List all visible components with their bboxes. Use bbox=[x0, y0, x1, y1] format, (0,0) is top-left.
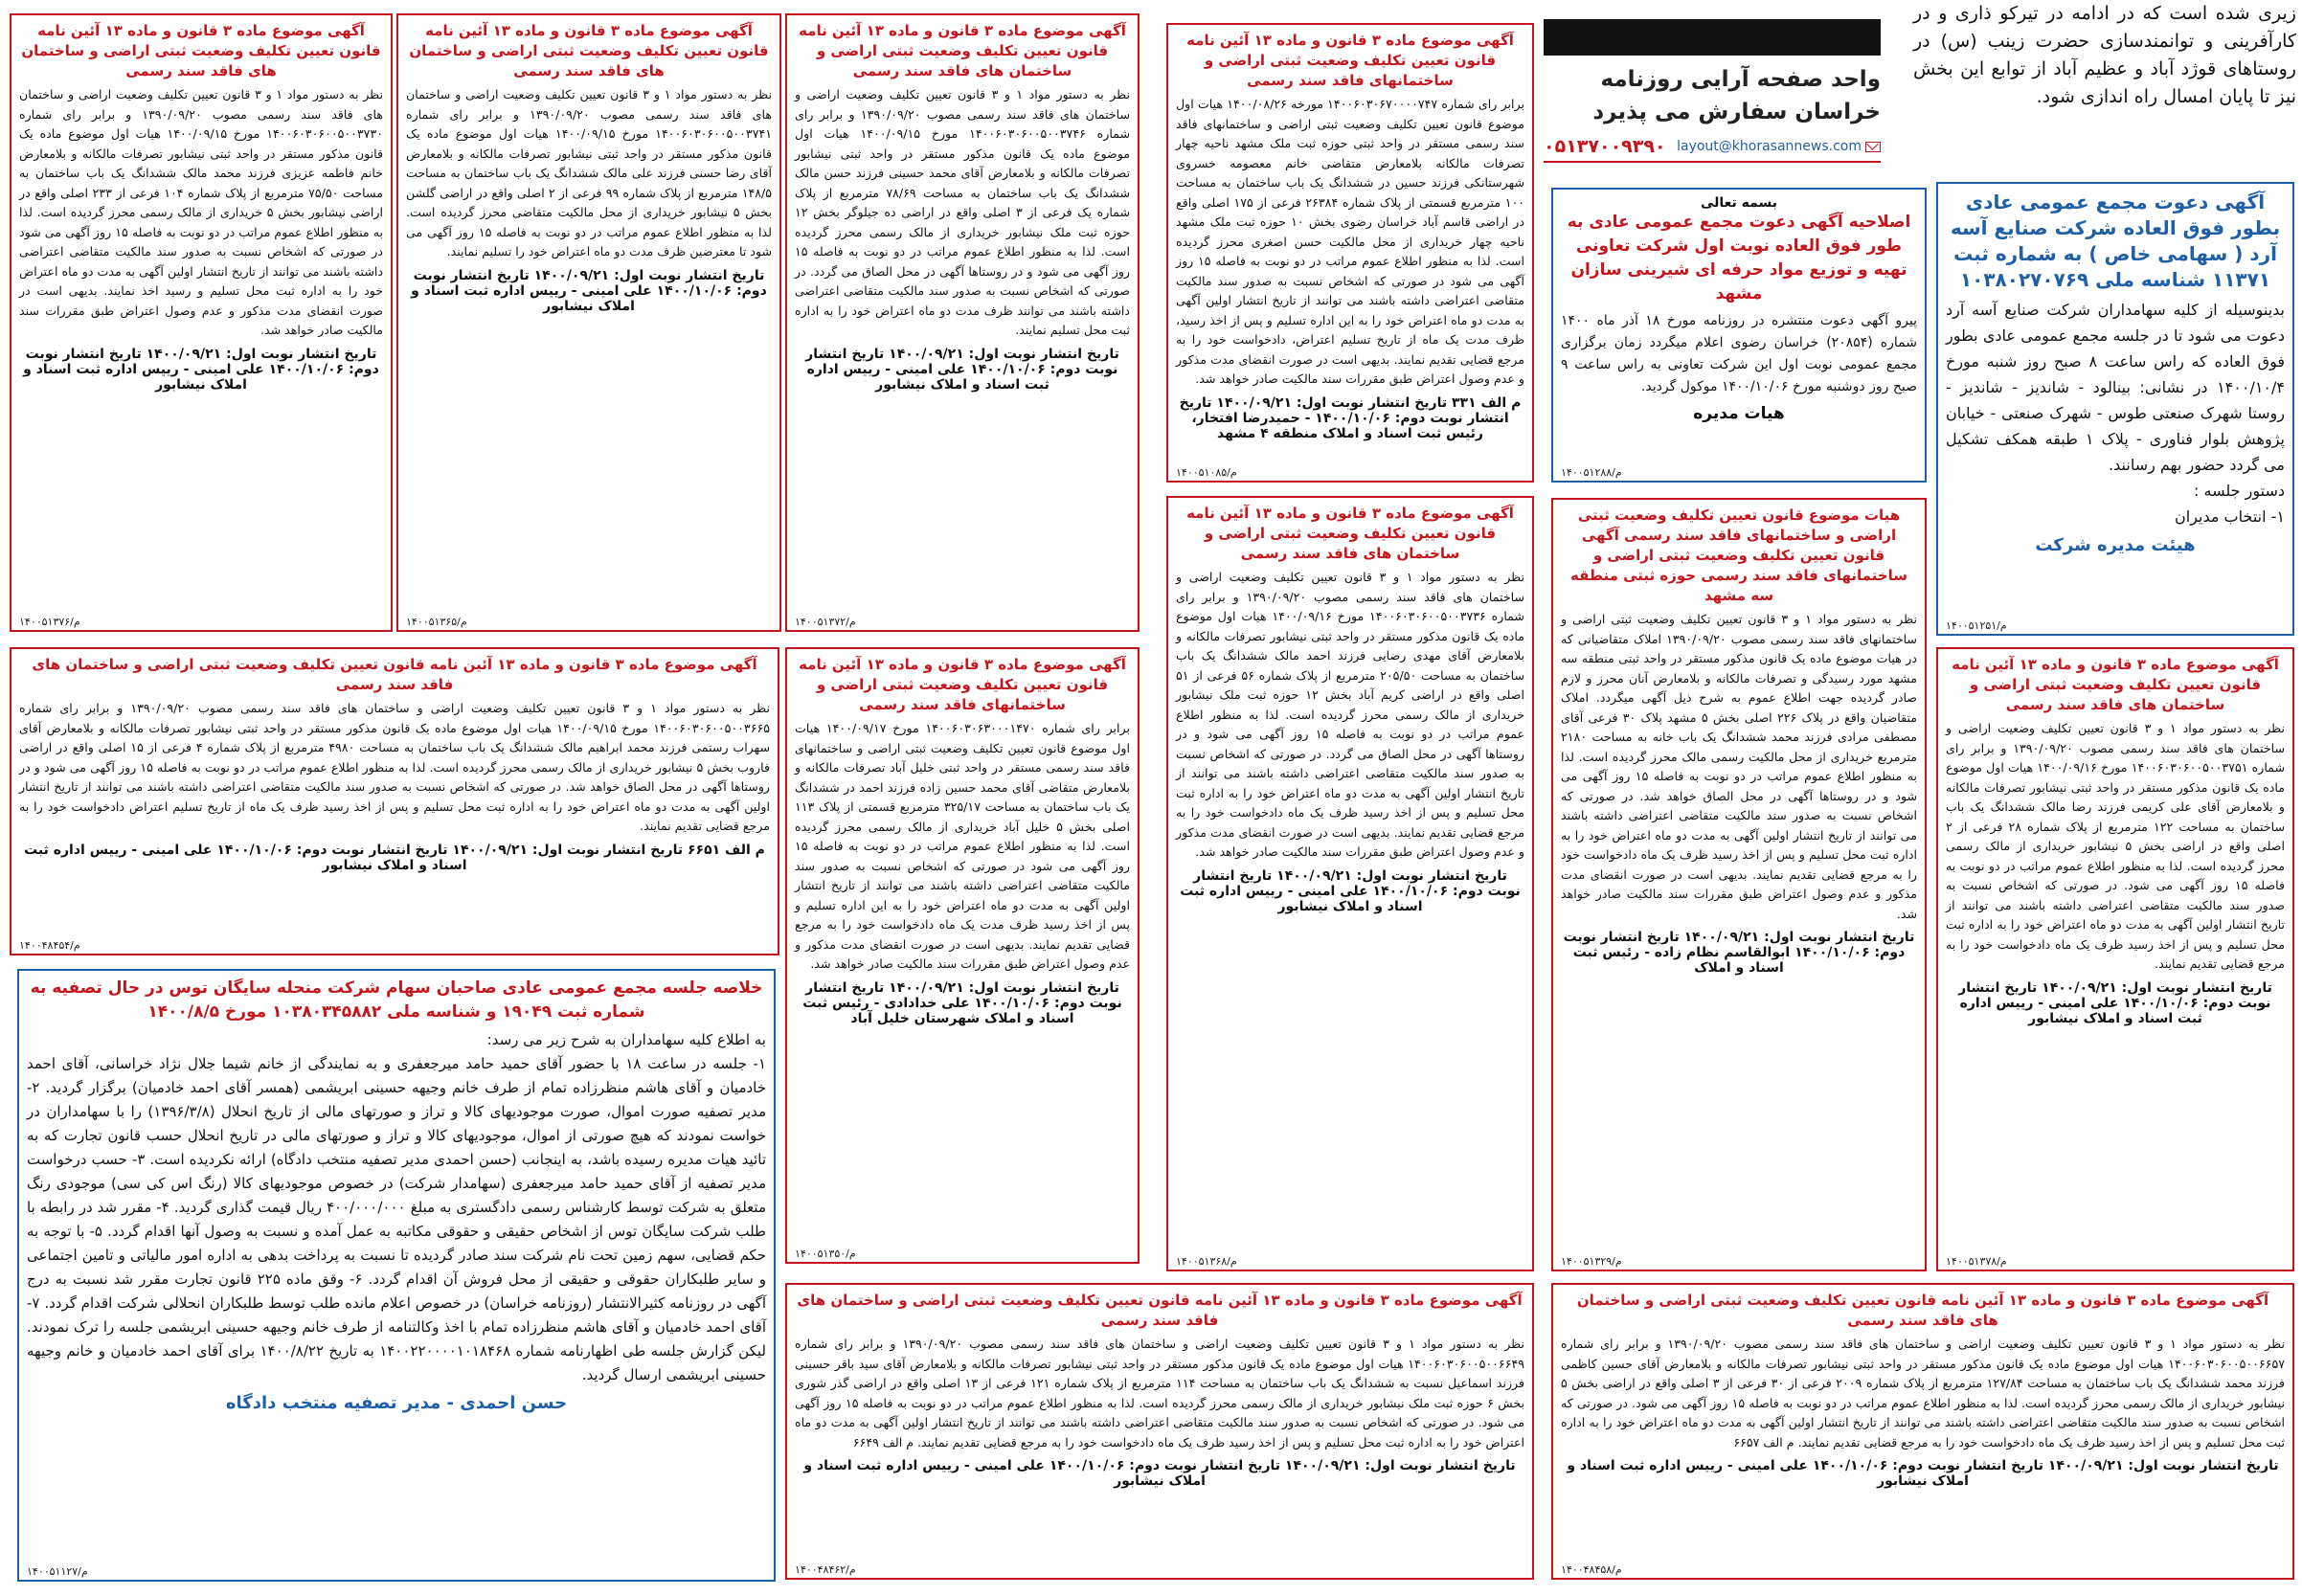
ad-signature: تاریخ انتشار نوبت اول: ۱۴۰۰/۰۹/۲۱ تاریخ انتشار نوبت دوم: ۱۴۰۰/۱۰/۰۶ علی امینی - رییس اداره ثبت اسناد و املاک نیشابور bbox=[1567, 1458, 2279, 1489]
ad-code: ۱۴۰۰۵۱۳۶۵/م bbox=[406, 616, 467, 628]
ad-code: ۱۴۰۰۵۱۳۲۹/م bbox=[1561, 1255, 1622, 1268]
ad-code: ۱۴۰۰۴۸۴۵۴/م bbox=[19, 939, 80, 952]
ad-body: نظر به دستور مواد ۱ و ۳ قانون تعیین تکلیف وضعیت اراضی و ساختمان های فاقد سند رسمی مصوب ۱۳۹۰/۰۹/۲۰ و برابر رای شماره ۱۴۰۰۶۰۳۰۶۰۰۵۰۰۳۷۳۰ مورخ ۱۴۰۰/۰۹/۱۵ هیات اول موضوع ماده یک قانون مذکور مستقر در واحد ثبتی نیشابور تصرفات مالکانه و بلامعارض خانم فاطمه عزیزی فرزند محمد مالک ششدانگ یک باب ساختمان به مساحت ۷۵/۵۰ مترمربع از پلاک شماره ۱۰۴ فرعی از ۲۳۳ اصلی واقع در اراضی نیشابور بخش ۵ خریداری از مالک رسمی محرز گردیده است. لذا به منظور اطلاع عموم مراتب در دو نوبت به فاصله ۱۵ روز آگهی می شود در صورتی که اشخاص نسبت به صدور سند مالکیت متقاضی اعتراضی داشته باشند می توانند از تاریخ انتشار اولین آگهی به مدت دو ماه اعتراض خود را به اداره ثبت محل تسلیم و رسید اخذ نمایند. بدیهی است در صورت انقضای مدت مذکور و عدم وصول اعتراض طبق مقررات سند مالکیت صادر خواهد شد. bbox=[19, 87, 383, 337]
ad-code: ۱۴۰۰۵۱۲۸۸/م bbox=[1561, 466, 1622, 479]
ad-body: به اطلاع کلیه سهامداران به شرح زیر می رسد: ۱- جلسه در ساعت ۱۸ با حضور آقای حمید حامد میرجعفری و به نمایندگی از خانم شیما جلال نژاد خراسانی، آقای احمد خادمیان و آقای هاشم منظرزاده تمام از طرف خانم وجیهه حسینی ابریشمی (همسر آقای احمد خادمیان) برگزار گردید. ۲- مدیر تصفیه صورت اموال، صورت موجودیهای کالا و تراز و صورتهای مالی از تاریخ انحلال (۱۳۹۶/۳/۸) را با سهامداران در خواست نمودند که هیچ صورتی از اموال، موجودیهای کالا و تراز و صورتهای مالی در تاریخ انحلال حسب قانون تجارت که به تائید هیات مدیره رسیده باشد، به اینجانب (حسن احمدی مدیر تصفیه منتخب دادگاه) ارائه نکردیده است. ۳- حسب درخواست مدیر تصفیه از آقای حمید حامد میرجعفری (سهامدار شرکت) در خصوص موجودیهای کالا (رنگ اس کی سی) موجودی رنگ متعلق به شرکت توسط کارشناس رسمی دادگستری به مبلغ ۴۰۰/۰۰۰/۰۰۰ ریال قیمت گذاری گردید. ۴- مقرر شد در رابطه با طلب شرکت سایگان توس از اشخاص حقیقی و حقوقی مکاتبه به عمل آمده و نسبت به وصول آنها اقدام گردد. ۵- با توجه به حکم قضایی، سهم زمین تحت نام شرکت سند صادر گردیده تا نسبت به پرداخت بدهی به اداره امور مالیاتی و تامین اجتماعی و سایر طلبکاران حقوقی و حقیقی از محل فروش آن اقدام گردد. ۶- وقق ماده ۲۲۵ قانون تجارت مقرر شد نسبت به درج آگهی در روزنامه کثیرالانتشار (روزنامه خراسان) در خصوص اعلام مانده طلب توسط طلبکاران انحلالی شرکت اقدام گردد. ۷- آقای احمد خادمیان و آقای هاشم منظرزاده تمام با اخذ وکالتنامه از طرف خانم وجیهه حسینی ابریشمی جلسه را ترک نمودند. لیکن گزارش جلسه طی اظهارنامه شماره ۱۴۰۰۲۲۰۰۰۰۱۰۱۸۴۶۸ به تاریخ ۱۴۰۰/۸/۲۲ برای آقای احمد خادمیان و خانم وجیهه حسینی ابریشمی ارسال گردید. bbox=[27, 1031, 766, 1383]
ad-code: ۱۴۰۰۵۱۳۷۲/م bbox=[795, 616, 856, 628]
ad-code: ۱۴۰۰۵۱۲۵۱/م bbox=[1946, 619, 2007, 632]
ad-title: هیات موضوع قانون تعیین تکلیف وضعیت ثبتی اراضی و ساختمانهای فاقد سند رسمی آگهی قانون تعیین تکلیف وضعیت ثبتی اراضی و ساختمانهای فاقد سند رسمی حوزه ثبتی منطقه سه مشهد bbox=[1569, 506, 1908, 604]
ad-signature: تاریخ انتشار نوبت اول: ۱۴۰۰/۰۹/۲۱ تاریخ انتشار نوبت دوم: ۱۴۰۰/۱۰/۰۶ علی امینی - رییس اداره ثبت اسناد و املاک نیشابور bbox=[411, 267, 767, 314]
ad-title: آگهی موضوع ماده ۳ قانون و ماده ۱۳ آئین نامه قانون تعیین تکلیف وضعیت ثبتی اراضی و ساختمان های فاقد سند رسمی bbox=[797, 1292, 1523, 1329]
ad-body: نظر به دستور مواد ۱ و ۳ قانون تعیین تکلیف وضعیت ثبتی اراضی و ساختمانهای فاقد سند رسمی مصوب ۱۳۹۰/۰۹/۲۰ املاک متقاضیانی که در هیات موضوع ماده یک قانون مذکور مستقر در واحد ثبتی منطقه سه مشهد مورد رسیدگی و تصرفات مالکانه و بلامعارض آنان محرز و لازم صادر گردیده جهت اطلاع عموم به شرح ذیل آگهی میگردد. املاک متقاضیان واقع در پلاک ۲۲۶ اصلی بخش ۵ مشهد پلاک ۳۰ فرعی آقای مصطفی مرادی فرزند محمد ششدانگ یک باب خانه به مساحت ۲۱۸۰ مترمربع خریداری از محل مالکیت رسمی مالک محرز گردیده است. لذا به منظور اطلاع عموم مراتب در دو نوبت به فاصله ۱۵ روز آگهی می شود و در روستاها آگهی در محل الصاق خواهد شد. در صورتی که اشخاص نسبت به صدور سند مالکیت متقاضی اعتراضی داشته باشند می توانند از تاریخ انتشار اولین آگهی به مدت دو ماه اعتراض خود را به اداره ثبت محل تسلیم و پس از اخذ رسید ظرف یک ماه دادخواست خود را به مرجع قضایی تقدیم نمایند. بدیهی است در صورت انقضای مدت مذکور و عدم وصول اعتراض طبق مقررات سند مالکیت صادر خواهد شد. bbox=[1561, 612, 1917, 921]
ad-signature: تاریخ انتشار نوبت اول: ۱۴۰۰/۰۹/۲۱ تاریخ انتشار نوبت دوم: ۱۴۰۰/۱۰/۰۶ علی امینی - رییس اداره ثبت اسناد و املاک نیشابور bbox=[23, 346, 379, 393]
ad-title: آگهی موضوع ماده ۳ قانون و ماده ۱۳ آئین نامه قانون تعیین تکلیف وضعیت ثبتی اراضی و ساختمان های فاقد سند رسمی bbox=[1186, 505, 1514, 562]
ad-signature: تاریخ انتشار نوبت اول: ۱۴۰۰/۰۹/۲۱ تاریخ انتشار نوبت دوم: ۱۴۰۰/۱۰/۰۶ علی امینی - رییس اداره ثبت اسناد و املاک نیشابور bbox=[805, 346, 1119, 393]
ad-code: ۱۴۰۰۵۱۳۵۰/م bbox=[795, 1248, 856, 1260]
ad-notice bbox=[396, 13, 781, 632]
ad-code: ۱۴۰۰۵۱۳۷۶/م bbox=[19, 616, 80, 628]
ad-title: آگهی موضوع ماده ۳ قانون و ماده ۱۳ آئین نامه قانون تعیین تکلیف وضعیت ثبتی اراضی و ساختمان های فاقد سند رسمی bbox=[21, 22, 381, 79]
promo-email-text[interactable]: layout@khorasannews.com bbox=[1677, 139, 1862, 154]
ad-body: نظر به دستور مواد ۱ و ۳ قانون تعیین تکلیف وضعیت اراضی و ساختمان های فاقد سند رسمی مصوب ۱۳۹۰/۰۹/۲۰ و برابر رای شماره ۱۴۰۰۶۰۳۰۶۰۰۵۰۰۶۶۴۹ هیات اول موضوع ماده یک قانون مذکور مستقر در واحد ثبتی نیشابور تصرفات مالکانه و بلامعارض آقای سید باقر حسینی فرزند اسماعیل نسبت به ششدانگ یک باب ساختمان به مساحت ۱۱۴ مترمربع از پلاک شماره ۱۲۱ فرعی از ۱۳ اصلی واقع در اراضی گذر شوری بخش ۶ حوزه ثبت ملک نیشابور خریداری از مالک رسمی محرز گردیده است. لذا به منظور اطلاع عموم مراتب در دو نوبت به فاصله ۱۵ روز آگهی می شود. در صورتی که اشخاص نسبت به صدور سند مالکیت متقاضی اعتراضی داشته باشند می توانند از تاریخ انتشار اولین آگهی به مدت دو ماه اعتراض خود را به اداره ثبت محل تسلیم و پس از اخذ رسید ظرف یک ماه دادخواست خود را به مرجع قضایی تقدیم نمایند. م الف ۶۶۴۹ bbox=[795, 1337, 1524, 1450]
ad-title: آگهی موضوع ماده ۳ قانون و ماده ۱۳ آئین نامه قانون تعیین تکلیف وضعیت ثبتی اراضی و ساختمان های فاقد سند رسمی bbox=[1952, 656, 2279, 713]
ad-body: نظر به دستور مواد ۱ و ۳ قانون تعیین تکلیف وضعیت اراضی و ساختمان های فاقد سند رسمی مصوب ۱۳۹۰/۰۹/۲۰ و برابر رای شماره ۱۴۰۰۶۰۳۰۶۰۰۵۰۰۳۷۵۱ مورخ ۱۴۰۰/۰۹/۱۶ هیات اول موضوع ماده یک قانون مذکور مستقر در واحد ثبتی نیشابور تصرفات مالکانه و بلامعارض آقای علی کریمی فرزند رضا مالک ششدانگ یک باب ساختمان به مساحت ۱۲۲ مترمربع از پلاک شماره ۲۸ فرعی از ۲ اصلی واقع در اراضی بخش ۵ نیشابور خریداری از مالک رسمی محرز گردیده است. لذا به منظور اطلاع عموم مراتب در دو نوبت به فاصله ۱۵ روز آگهی می شود. در صورتی که اشخاص نسبت به صدور سند مالکیت متقاضی اعتراضی داشته باشند می توانند از تاریخ انتشار اولین آگهی به مدت دو ماه اعتراض خود را به اداره ثبت محل تسلیم و پس از اخذ رسید ظرف یک ماه دادخواست خود را به مرجع قضایی تقدیم نمایند. bbox=[1946, 721, 2286, 971]
promo-email[interactable] bbox=[1677, 139, 1881, 154]
ad-body: برابر رای شماره ۱۴۰۰۶۰۳۰۶۳۰۰۰۱۴۷۰ مورخ ۱۴۰۰/۰۹/۱۷ هیات اول موضوع قانون تعیین تکلیف وضعیت ثبتی اراضی و ساختمانهای فاقد سند رسمی مستقر در واحد ثبتی خلیل آباد تصرفات مالکانه و بلامعارض متقاضی آقای محمد حسین زاده فرزند احمد در ششدانگ یک باب ساختمان به مساحت ۳۲۵/۱۷ مترمربع قسمتی از پلاک ۱۱۳ اصلی بخش ۵ خلیل آباد خریداری از مالک رسمی محرز گردیده است. لذا به منظور اطلاع عموم مراتب در دو نوبت به فاصله ۱۵ روز آگهی می شود در صورتی که اشخاص نسبت به صدور سند مالکیت متقاضی اعتراضی داشته باشند می توانند از تاریخ انتشار اولین آگهی به مدت دو ماه اعتراض خود را به این اداره تسلیم و پس از اخذ رسید ظرف مدت یک ماه دادخواست خود را به مرجع قضایی تقدیم نمایند. بدیهی است در صورت انقضای مدت مذکور و عدم وصول اعتراض طبق مقررات سند مالکیت صادر خواهد شد. bbox=[795, 721, 1130, 971]
ad-signature: حسن احمدی - مدیر تصفیه منتخب دادگاه bbox=[225, 1393, 568, 1413]
ad-title: آگهی دعوت مجمع عمومی عادی بطور فوق العاده شرکت صنایع آسه آرد ( سهامی خاص ) به شماره ثبت ۱۱۳۷۱ شناسه ملی ۱۰۳۸۰۲۷۰۷۶۹ bbox=[1950, 191, 2281, 291]
ad-notice bbox=[785, 1283, 1534, 1580]
ad-body: نظر به دستور مواد ۱ و ۳ قانون تعیین تکلیف وضعیت اراضی و ساختمان های فاقد سند رسمی مصوب ۱۳۹۰/۰۹/۲۰ و برابر رای شماره ۱۴۰۰۶۰۳۰۶۰۰۵۰۰۳۷۴۱ مورخ ۱۴۰۰/۰۹/۱۵ هیات اول موضوع ماده یک قانون مذکور مستقر در واحد ثبتی نیشابور تصرفات مالکانه و بلامعارض آقای رضا حسنی فرزند علی مالک ششدانگ یک باب ساختمان به مساحت ۱۴۸/۵ مترمربع از پلاک شماره ۹۹ فرعی از ۲ اصلی واقع در اراضی گلشن بخش ۵ نیشابور خریداری از محل مالکیت متقاضی محرز گردیده است. لذا به منظور اطلاع عموم مراتب در دو نوبت به فاصله ۱۵ روز آگهی می شود تا معترضین ظرف مدت دو ماه اعتراض خود را تسلیم نمایند. bbox=[406, 87, 773, 259]
ad-signature: تاریخ انتشار نوبت اول: ۱۴۰۰/۰۹/۲۱ تاریخ انتشار نوبت دوم: ۱۴۰۰/۱۰/۰۶ علی امینی - رییس اداره ثبت اسناد و املاک نیشابور bbox=[1958, 979, 2272, 1026]
ad-body: پیرو آگهی دعوت منتشره در روزنامه مورخ ۱۸ آذر ماه ۱۴۰۰ شماره (۲۰۸۵۴) خراسان رضوی اعلام میگردد زمان برگزاری مجمع عمومی نوبت اول این شرکت تعاونی به راس ساعت ۹ صبح روز دوشنبه مورخ ۱۴۰۰/۱۰/۰۶ موکول گردید. bbox=[1561, 313, 1918, 394]
ad-title: آگهی موضوع ماده ۳ قانون و ماده ۱۳ آئین نامه قانون تعیین تکلیف وضعیت ثبتی اراضی و ساختمان های فاقد سند رسمی bbox=[799, 22, 1126, 79]
ad-notice bbox=[10, 647, 779, 955]
ad-code: ۱۴۰۰۵۱۳۶۸/م bbox=[1176, 1255, 1237, 1268]
ad-title: آگهی موضوع ماده ۳ قانون و ماده ۱۳ آئین نامه قانون تعیین تکلیف وضعیت ثبتی اراضی و ساختمان های فاقد سند رسمی bbox=[409, 22, 769, 79]
ad-notice bbox=[1166, 496, 1534, 1271]
ad-signature: تاریخ انتشار نوبت اول: ۱۴۰۰/۰۹/۲۱ تاریخ انتشار نوبت دوم: ۱۴۰۰/۱۰/۰۶ علی امینی - رییس اداره ثبت اسناد و املاک نیشابور bbox=[803, 1458, 1516, 1489]
ad-shareholders-meeting bbox=[17, 969, 776, 1582]
news-snippet: زیری شده است که در ادامه در تیرکو ذاری و در کارآفرینی و توانمندسازی حضرت زینب (س) در روستاهای قوژد آباد و عظیم آباد از توابع این بخش نیز تا پایان امسال راه اندازی شود. bbox=[1913, 3, 2296, 107]
ad-notice bbox=[1936, 647, 2294, 1271]
ad-body: برابر رای شماره ۱۴۰۰۶۰۳۰۶۷۰۰۰۰۷۴۷ مورخه ۱۴۰۰/۰۸/۲۶ هیات اول موضوع قانون تعیین تکلیف وضعیت ثبتی اراضی و ساختمانهای فاقد سند رسمی مستقر در واحد ثبتی حوزه ثبت ملک مشهد ناحیه چهار تصرفات مالکانه بلامعارض متقاضی خانم معصومه خسروی شهرستانکی فرزند حسین در ششدانگ یک باب ساختمان به مساحت ۱۰۰ مترمربع قسمتی از پلاک شماره ۲۶۳۸۴ فرعی از ۱۷۵ اصلی واقع در اراضی قاسم آباد خراسان رضوی بخش ۱۰ حوزه ثبت ملک مشهد ناحیه چهار خریداری از محل مالکیت حسن اصغری محرز گردیده است. لذا به منظور اطلاع عموم مراتب در دو نوبت به فاصله ۱۵ روز آگهی می شود در صورتی که اشخاص نسبت به صدور سند مالکیت متقاضی اعتراضی داشته باشند می توانند از تاریخ انتشار اولین آگهی به مدت دو ماه اعتراض خود را به این اداره تسلیم و پس از اخذ رسید، ظرف مدت یک ماه از تاریخ تسلیم اعتراض، دادخواست خود را به مرجع قضایی تقدیم نمایند. بدیهی است در صورت انقضای مدت مذکور و عدم وصول اعتراض طبق مقررات سند مالکیت صادر خواهد شد. bbox=[1176, 97, 1524, 386]
ad-title: آگهی موضوع ماده ۳ قانون و ماده ۱۳ آئین نامه قانون تعیین تکلیف وضعیت ثبتی اراضی و ساختمان های فاقد سند رسمی bbox=[1576, 1292, 2269, 1329]
ad-code: ۱۴۰۰۵۱۳۷۸/م bbox=[1946, 1255, 2007, 1268]
ad-body: نظر به دستور مواد ۱ و ۳ قانون تعیین تکلیف وضعیت اراضی و ساختمان های فاقد سند رسمی مصوب ۱۳۹۰/۰۹/۲۰ و برابر رای شماره ۱۴۰۰۶۰۳۰۶۰۰۵۰۰۳۶۶۵ مورخ ۱۴۰۰/۰۹/۱۵ هیات اول موضوع ماده یک قانون مذکور مستقر در واحد ثبتی نیشابور تصرفات مالکانه و بلامعارض آقای سهراب رستمی فرزند محمد ابراهیم مالک ششدانگ یک باب ساختمان به مساحت ۴۹۸۰ مترمربع از پلاک شماره ۴ فرعی از ۱۵ اصلی واقع در اراضی فاروب بخش ۵ نیشابور خریداری از مالک رسمی محرز گردیده است. لذا به منظور اطلاع عموم مراتب در دو نوبت به فاصله ۱۵ روز آگهی می شود و در روستاها آگهی در محل الصاق خواهد شد. در صورتی که اشخاص نسبت به صدور سند مالکیت متقاضی اعتراضی داشته باشند می توانند از تاریخ انتشار اولین آگهی به مدت دو ماه اعتراض خود را به اداره ثبت محل تسلیم و پس از اخذ رسید ظرف یک ماه از تاریخ تسلیم اعتراض دادخواست خود را به مرجع قضایی تقدیم نمایند. bbox=[19, 701, 770, 833]
ad-company-invitation bbox=[1936, 182, 2294, 636]
ad-signature: م الف ۳۳۱ تاریخ انتشار نوبت اول: ۱۴۰۰/۰۹/۲۱ تاریخ انتشار نوبت دوم: ۱۴۰۰/۱۰/۰۶ - حمیدرضا افتخار، رئیس ثبت اسناد و املاک منطقه ۴ مشهد bbox=[1179, 394, 1522, 441]
ad-signature: م الف ۶۶۵۱ تاریخ انتشار نوبت اول: ۱۴۰۰/۰۹/۲۱ تاریخ انتشار نوبت دوم: ۱۴۰۰/۱۰/۰۶ علی امینی - رییس اداره ثبت اسناد و املاک نیشابور bbox=[24, 842, 765, 873]
bismillah-text: بسمه تعالی bbox=[1700, 195, 1778, 211]
ad-notice bbox=[10, 13, 393, 632]
ad-signature: هیات مدیره bbox=[1693, 404, 1785, 423]
ad-notice bbox=[785, 647, 1140, 1264]
ad-body: نظر به دستور مواد ۱ و ۳ قانون تعیین تکلیف وضعیت اراضی و ساختمان های فاقد سند رسمی مصوب ۱۳۹۰/۰۹/۲۰ و برابر رای شماره ۱۴۰۰۶۰۳۰۶۰۰۵۰۰۳۷۳۶ مورخ ۱۴۰۰/۰۹/۱۶ هیات اول موضوع ماده یک قانون مذکور مستقر در واحد ثبتی نیشابور تصرفات مالکانه و بلامعارض آقای مهدی رضایی فرزند احمد مالک ششدانگ یک باب ساختمان به مساحت ۲۰۵/۵۰ مترمربع از پلاک شماره ۵۶ فرعی از ۵۱ اصلی واقع در اراضی کریم آباد بخش ۱۲ حوزه ثبت ملک نیشابور خریداری از مالک رسمی محرز گردیده است. لذا به منظور اطلاع عموم مراتب در دو نوبت به فاصله ۱۵ روز آگهی می شود و در روستاها آگهی در محل الصاق می گردد. در صورتی که اشخاص نسبت به صدور سند مالکیت متقاضی اعتراضی داشته باشند می توانند از تاریخ انتشار اولین آگهی به مدت دو ماه اعتراض خود را به اداره ثبت محل تسلیم و پس از اخذ رسید ظرف یک ماه دادخواست خود را به مرجع قضایی تقدیم نمایند. بدیهی است در صورت انقضای مدت مذکور و عدم وصول اعتراض طبق مقررات سند مالکیت صادر خواهد شد. bbox=[1176, 570, 1525, 859]
ad-signature: تاریخ انتشار نوبت اول: ۱۴۰۰/۰۹/۲۱ تاریخ انتشار نوبت دوم: ۱۴۰۰/۱۰/۰۶ ابوالقاسم نظام زاده - رئیس ثبت اسناد و املاک bbox=[1563, 930, 1915, 976]
header-bar bbox=[1544, 19, 1881, 56]
ad-notice bbox=[1551, 498, 1927, 1271]
ad-title: آگهی موضوع ماده ۳ قانون و ماده ۱۳ آئین نامه قانون تعیین تکلیف وضعیت ثبتی اراضی و ساختمانهای فاقد سند رسمی bbox=[1186, 32, 1514, 89]
promo-contact bbox=[1544, 132, 1881, 163]
ad-body: بدینوسیله از کلیه سهامداران شرکت صنایع آسه آرد دعوت می شود تا در جلسه مجمع عمومی عادی بطور فوق العاده که راس ساعت ۸ صبح روز شنبه مورخ ۱۴۰۰/۱۰/۴ در نشانی: بینالود - شاندیز - شاندیز - روستا شهرک صنعتی طوس - شهرک صنعتی - خیابان پژوهش بلوار فناوری - پلاک ۱ طبقه همکف تشکیل می گردد حضور بهم رسانند. دستور جلسه : ۱- انتخاب مدیران bbox=[1946, 301, 2286, 526]
ad-correction-notice bbox=[1551, 188, 1927, 483]
ad-title: آگهی موضوع ماده ۳ قانون و ماده ۱۳ آئین نامه قانون تعیین تکلیف وضعیت ثبتی اراضی و ساختمان های فاقد سند رسمی bbox=[32, 656, 757, 693]
ad-notice bbox=[1166, 23, 1534, 483]
ad-title: اصلاحیه آگهی دعوت مجمع عمومی عادی به طور فوق العاده نوبت اول شرکت تعاونی تهیه و توزیع مواد حرفه ای شیرینی سازان مشهد bbox=[1567, 213, 1911, 303]
ad-notice bbox=[1551, 1283, 2294, 1580]
ad-code: ۱۴۰۰۴۸۴۵۸/م bbox=[1561, 1563, 1622, 1576]
ad-title: خلاصه جلسه مجمع عمومی عادی صاحبان سهام شرکت منحله سایگان توس در حال تصفیه به شماره ثبت ۱۹۰۴۹ و شناسه ملی ۱۰۳۸۰۳۴۵۸۸۲ مورخ ۱۴۰۰/۸/۵ bbox=[30, 978, 763, 1022]
promo-phone[interactable]: ۰۵۱۳۷۰۰۹۳۹۰ bbox=[1544, 136, 1666, 157]
ad-body: نظر به دستور مواد ۱ و ۳ قانون تعیین تکلیف وضعیت اراضی و ساختمان های فاقد سند رسمی مصوب ۱۳۹۰/۰۹/۲۰ و برابر رای شماره ۱۴۰۰۶۰۳۰۶۰۰۵۰۰۶۶۵۷ هیات اول موضوع ماده یک قانون مذکور مستقر در واحد ثبتی نیشابور تصرفات مالکانه و بلامعارض آقای حسین کاظمی فرزند محمد ششدانگ یک باب ساختمان به مساحت ۱۲۷/۸۴ مترمربع از پلاک شماره ۲۰۰۹ فرعی از ۳۰ فرعی از ۳ اصلی واقع در اراضی بخش ۵ نیشابور خریداری از مالک رسمی محرز گردیده است. لذا به منظور اطلاع عموم مراتب در دو نوبت به فاصله ۱۵ روز آگهی می شود. در صورتی که اشخاص نسبت به صدور سند مالکیت متقاضی اعتراضی داشته باشند می توانند از تاریخ انتشار اولین آگهی به مدت دو ماه اعتراض خود را به اداره ثبت محل تسلیم و پس از اخذ رسید ظرف یک ماه دادخواست خود را به مرجع قضایی تقدیم نمایند. م الف ۶۶۵۷ bbox=[1561, 1337, 2286, 1450]
ad-code: ۱۴۰۰۴۸۴۶۲/م bbox=[795, 1563, 856, 1576]
promo-title: واحد صفحه آرایی روزنامه خراسان سفارش می پذیرد bbox=[1592, 67, 1881, 124]
ad-notice bbox=[785, 13, 1140, 632]
mail-icon bbox=[1865, 142, 1881, 152]
ad-code: ۱۴۰۰۵۱۱۲۷/م bbox=[27, 1565, 88, 1578]
ad-body: نظر به دستور مواد ۱ و ۳ قانون تعیین تکلیف وضعیت اراضی و ساختمان های فاقد سند رسمی مصوب ۱۳۹۰/۰۹/۲۰ و برابر رای شماره ۱۴۰۰۶۰۳۰۶۰۰۵۰۰۳۷۴۶ مورخ ۱۴۰۰/۰۹/۱۵ هیات اول موضوع ماده یک قانون مذکور مستقر در واحد ثبتی نیشابور تصرفات مالکانه و بلامعارض آقای محمد حسینی فرزند حسن مالک ششدانگ یک باب ساختمان به مساحت ۷۸/۶۹ مترمربع از پلاک شماره یک فرعی از ۳ اصلی واقع در اراضی ده جیلوگر بخش ۱۲ حوزه ثبت ملک نیشابور خریداری از مالک رسمی محرز گردیده است. لذا به منظور اطلاع عموم مراتب در دو نوبت به فاصله ۱۵ روز آگهی می شود و در روستاها آگهی در محل الصاق می گردد. در صورتی که اشخاص نسبت به صدور سند مالکیت متقاضی اعتراضی داشته باشند می توانند ظرف مدت دو ماه اعتراض خود را به اداره ثبت محل تسلیم نمایند. bbox=[795, 87, 1131, 337]
ad-code: ۱۴۰۰۵۱۰۸۵/م bbox=[1176, 466, 1237, 479]
ad-signature: تاریخ انتشار نوبت اول: ۱۴۰۰/۰۹/۲۱ تاریخ انتشار نوبت دوم: ۱۴۰۰/۱۰/۰۶ علی امینی - رییس اداره ثبت اسناد و املاک نیشابور bbox=[1180, 867, 1521, 914]
ad-signature: هیئت مدیره شرکت bbox=[2035, 535, 2196, 555]
ad-title: آگهی موضوع ماده ۳ قانون و ماده ۱۳ آئین نامه قانون تعیین تکلیف وضعیت ثبتی اراضی و ساختمانهای فاقد سند رسمی bbox=[799, 656, 1126, 713]
ad-signature: تاریخ انتشار نوبت اول: ۱۴۰۰/۰۹/۲۱ تاریخ انتشار نوبت دوم: ۱۴۰۰/۱۰/۰۶ علی خدادادی - رئیس ثبت اسناد و املاک شهرستان خلیل آباد bbox=[802, 979, 1122, 1026]
